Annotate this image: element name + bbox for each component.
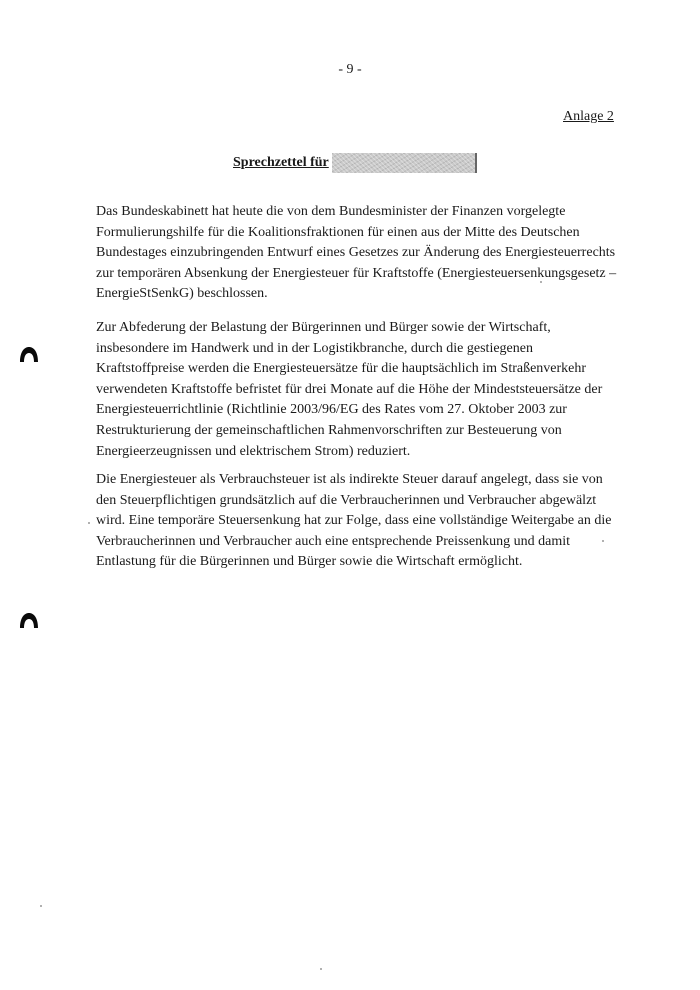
heading-row xyxy=(233,152,477,174)
paragraph-line: Kraftstoffpreise werden die Energiesteuersätze für die hauptsächlich im Straßenverkehr xyxy=(96,361,587,377)
paragraph-line: verwendeten Kraftstoffe befristet für drei Monate auf die Höhe der Mindeststeuersätze der xyxy=(96,381,603,397)
paragraph-line: Die Energiesteuer als Verbrauchsteuer ist als indirekte Steuer darauf angelegt, dass sie von xyxy=(96,472,603,487)
annex-label: Anlage 2 xyxy=(563,109,614,124)
paragraph-line: Bundestages einzubringenden Entwurf eines Gesetzes zur Änderung des Energiesteuerrechts xyxy=(96,245,616,261)
paragraph-line: insbesondere im Handwerk und in der Logistikbranche, durch die gestiegenen xyxy=(96,340,533,356)
paragraph-line: Energieerzeugnissen und elektrischem Strom) reduziert. xyxy=(96,443,411,459)
scan-speck xyxy=(540,281,542,283)
paragraph-line: den Steuerpflichtigen grundsätzlich auf die Verbraucherinnen und Verbraucher abgewälzt xyxy=(96,492,597,508)
scan-speck xyxy=(320,968,322,970)
page-number: - 9 - xyxy=(338,62,362,77)
paragraph-line: Das Bundeskabinett hat heute die von dem Bundesminister der Finanzen vorgelegte xyxy=(96,204,566,219)
paragraph-1 xyxy=(96,202,616,305)
paragraph-line: zur temporären Absenkung der Energiesteuer für Kraftstoffe (Energiesteuersenkungsgesetz – xyxy=(96,265,617,281)
paragraph-line: Energiesteuerrichtlinie (Richtlinie 2003/96/EG des Rates vom 27. Oktober 2003 zur xyxy=(96,402,567,418)
paragraph-line: Restrukturierung der gemeinschaftlichen Rahmenvorschriften zur Besteuerung von xyxy=(96,422,562,438)
punch-hole-icon xyxy=(19,346,39,363)
scan-speck xyxy=(602,540,604,542)
paragraph-line: Formulierungshilfe für die Koalitionsfraktionen für einen aus der Mitte des Deutschen xyxy=(96,224,580,240)
punch-hole-icon xyxy=(19,612,39,629)
redaction-block xyxy=(332,153,477,173)
paragraph-2 xyxy=(96,318,616,462)
paragraph-line: Zur Abfederung der Belastung der Bürgerinnen und Bürger sowie der Wirtschaft, xyxy=(96,320,551,335)
document-heading: Sprechzettel für xyxy=(233,155,329,170)
paragraph-line: Entlastung für die Bürgerinnen und Bürger sowie die Wirtschaft ermöglicht. xyxy=(96,554,523,570)
paragraph-line: EnergieStSenkG) beschlossen. xyxy=(96,286,268,302)
paragraph-line: wird. Eine temporäre Steuersenkung hat zur Folge, dass eine vollständige Weitergabe an die xyxy=(96,513,612,529)
paragraph-line: Verbraucherinnen und Verbraucher auch eine entsprechende Preissenkung und damit xyxy=(96,533,571,549)
scan-speck xyxy=(40,905,42,907)
paragraph-3 xyxy=(96,470,616,573)
scan-speck xyxy=(88,522,90,524)
